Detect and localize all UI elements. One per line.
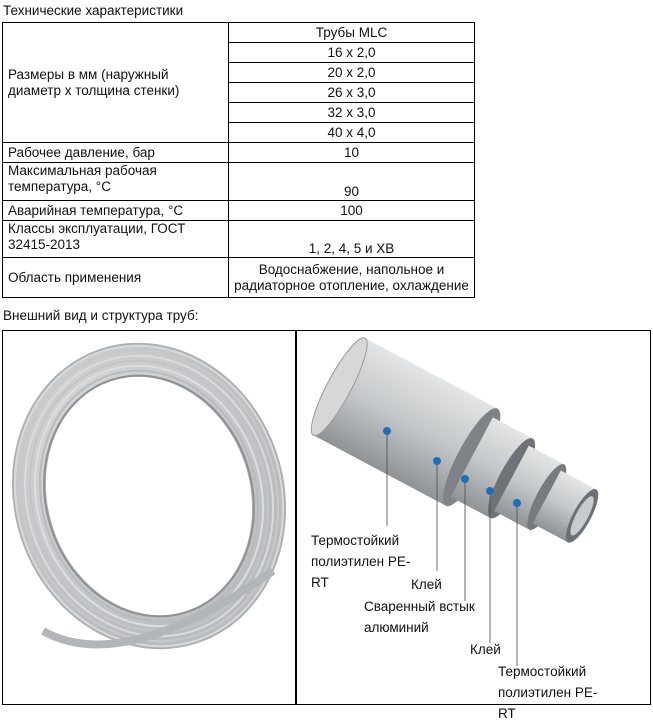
sizes-label: Размеры в мм (наружный диаметр х толщина стенки) [3, 23, 229, 143]
row-label: Классы эксплуатации, ГОСТ 32415-2013 [3, 221, 229, 258]
section-title: Внешний вид и структура труб: [3, 308, 199, 323]
layer-label: Сваренный встык алюминий [364, 599, 475, 635]
size-cell: 32 х 3,0 [229, 103, 475, 123]
page-title: Технические характеристики [3, 3, 184, 18]
header-cell: Трубы MLC [229, 23, 475, 43]
spec-table [2, 22, 475, 298]
layer-label: Клей [470, 642, 501, 657]
layer-marker [383, 427, 391, 435]
layer-marker [461, 475, 469, 483]
size-cell: 20 х 2,0 [229, 63, 475, 83]
layer-label: Термостойкий полиэтилен PE-RT [498, 664, 598, 721]
row-value: Водоснабжение, напольное и радиаторное отопление, охлаждение [229, 258, 475, 298]
row-label: Максимальная рабочая температура, °С [3, 163, 229, 201]
row-value: 100 [229, 201, 475, 221]
row-label: Область применения [3, 258, 229, 298]
size-cell: 16 х 2,0 [229, 43, 475, 63]
layer-marker [433, 457, 441, 465]
pipe-structure-image [296, 330, 651, 721]
row-value: 1, 2, 4, 5 и ХВ [229, 221, 475, 258]
layer-marker [486, 487, 494, 495]
coil-illustration [3, 331, 295, 704]
row-label: Рабочее давление, бар [3, 143, 229, 163]
layer-marker [513, 499, 521, 507]
size-cell: 26 х 3,0 [229, 83, 475, 103]
size-cell: 40 х 4,0 [229, 123, 475, 143]
pipe-coil-image [2, 330, 296, 705]
layer-label: Термостойкий полиэтилен PE-RT [311, 533, 411, 590]
row-value: 10 [229, 143, 475, 163]
row-label: Аварийная температура, °С [3, 201, 229, 221]
row-value: 90 [229, 163, 475, 201]
layer-label: Клей [411, 577, 442, 592]
